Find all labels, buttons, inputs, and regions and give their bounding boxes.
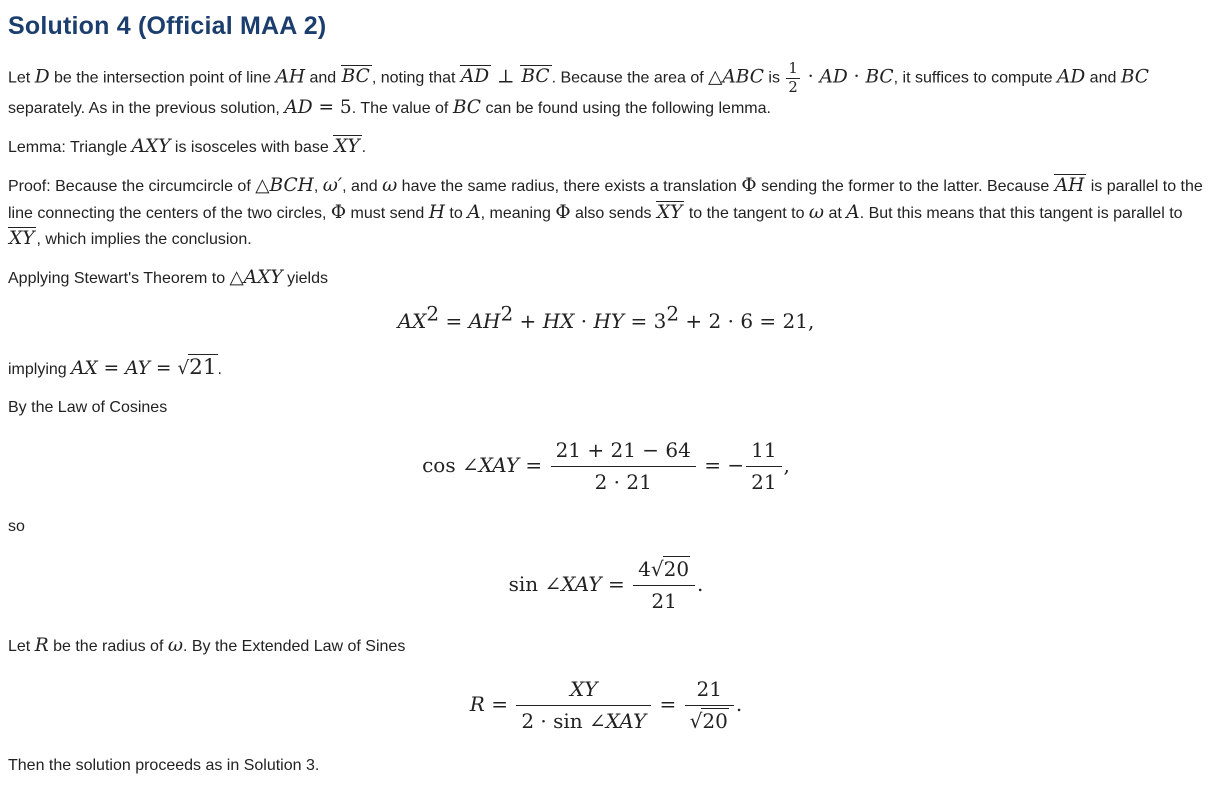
text-run: sending the former to the latter. Because — [756, 178, 1054, 196]
radical-sign-glyph: √ — [650, 557, 664, 582]
radical-expression — [177, 355, 217, 381]
math-run: ω — [167, 635, 183, 657]
math-run: 2 — [788, 78, 798, 96]
overlined-math-run: BC — [521, 66, 550, 88]
text-run: Lemma: Triangle — [8, 139, 132, 157]
math-run: 21 — [651, 589, 677, 614]
math-run: = — [149, 358, 178, 380]
text-run: , and — [342, 178, 383, 196]
math-run: . — [735, 691, 743, 716]
radicand — [701, 708, 728, 732]
math-run: AH — [275, 66, 306, 88]
implying-paragraph — [8, 354, 1204, 383]
math-run: 21 — [189, 355, 217, 381]
fraction-denominator — [746, 467, 781, 496]
overlined-math-run: AH — [1054, 175, 1085, 197]
text-run: and — [305, 69, 341, 87]
math-run: HX — [542, 309, 575, 334]
math-run: 2 — [500, 301, 514, 326]
overlined-math-run: XY — [334, 136, 360, 158]
math-run: Φ — [330, 202, 347, 224]
math-run: AY — [125, 358, 150, 380]
fraction — [633, 556, 695, 615]
fraction — [685, 676, 734, 735]
math-run: Φ — [555, 202, 571, 224]
math-run: BC — [452, 97, 481, 119]
overlined-math-run: XY — [656, 202, 683, 224]
text-run: Let — [8, 638, 35, 656]
math-run: ω — [382, 175, 398, 197]
math-run: ABC — [722, 66, 764, 88]
fraction-denominator — [786, 79, 799, 96]
math-run: · — [574, 309, 594, 334]
math-run: AXY — [131, 136, 171, 158]
math-run: 4 — [638, 557, 651, 582]
math-run: ω′ — [322, 175, 343, 197]
math-run: 2 — [426, 301, 440, 326]
math-run: 11 — [751, 438, 777, 463]
math-run: XAY — [561, 571, 602, 596]
text-run: yields — [282, 270, 328, 288]
math-run: XY — [570, 677, 598, 702]
stewart-paragraph — [8, 265, 1204, 292]
text-run: separately. As in the previous solution, — [8, 100, 285, 118]
math-run: △ — [229, 267, 244, 289]
text-run: is parallel to the line connecting the centers of the two circles, — [8, 178, 1203, 223]
math-run: = — [653, 691, 683, 716]
radical-sign-glyph: √ — [177, 358, 190, 380]
text-run: , — [313, 178, 323, 196]
math-run: + 2 · 6 = 21, — [679, 309, 815, 334]
math-run: A — [467, 202, 481, 224]
radicand — [188, 354, 217, 380]
math-run: A — [846, 202, 860, 224]
so-paragraph — [8, 514, 1204, 540]
math-run: 21 + 21 − 64 — [555, 438, 691, 463]
math-run: Φ — [741, 175, 757, 197]
text-run: implying — [8, 361, 72, 379]
solution-content — [8, 61, 1204, 779]
radical-expression — [651, 557, 690, 581]
math-run: = — [601, 571, 632, 596]
text-run: to — [444, 205, 468, 223]
text-run: to the tangent to — [684, 205, 809, 223]
radical-sign-glyph: √ — [689, 709, 703, 734]
text-run: is isosceles with base — [170, 139, 334, 157]
text-run: Then the solution proceeds as in Solution 3. — [8, 757, 320, 775]
proof-paragraph — [8, 173, 1204, 253]
math-run: △ — [255, 175, 270, 197]
math-run: AX — [397, 309, 427, 334]
math-run: BC — [1120, 66, 1149, 88]
text-run: . — [217, 361, 222, 379]
fraction-denominator — [516, 706, 651, 735]
fraction — [551, 437, 696, 496]
math-run: AD — [819, 66, 848, 88]
math-run: ω — [808, 202, 825, 224]
text-run: be the radius of — [48, 638, 168, 656]
math-run: △ — [708, 66, 723, 88]
math-run: XAY — [605, 709, 647, 734]
overlined-math-run: AD — [460, 66, 490, 88]
math-run: H — [428, 202, 445, 224]
math-run: = — [97, 358, 126, 380]
math-run: sin ∠ — [508, 571, 562, 596]
equation-sine — [8, 556, 1204, 615]
math-run: D — [34, 66, 50, 88]
fraction — [786, 61, 799, 95]
section-heading: Solution 4 (Official MAA 2) — [8, 12, 327, 40]
math-run: 2 · sin ∠ — [521, 709, 606, 734]
text-run: can be found using the following lemma. — [481, 100, 771, 118]
text-run: . The value of — [351, 100, 453, 118]
math-run: HY — [593, 309, 625, 334]
text-run: , it suffices to compute — [893, 69, 1057, 87]
math-run: · — [801, 66, 820, 88]
math-run: = − — [697, 452, 745, 477]
math-run: = 3 — [624, 309, 667, 334]
math-run: = — [484, 691, 515, 716]
math-run: R — [34, 635, 49, 657]
text-run: and — [1085, 69, 1121, 87]
text-run: . But this means that this tangent is parallel to — [859, 205, 1183, 223]
math-run: BCH — [269, 175, 314, 197]
equation-stewart — [8, 301, 1204, 336]
math-run: = — [519, 452, 549, 477]
intro-paragraph — [8, 61, 1204, 122]
math-run: · — [847, 66, 866, 88]
text-run: . By the Extended Law of Sines — [182, 638, 406, 656]
math-run: 2 · 21 — [594, 470, 652, 495]
math-run: = 5 — [312, 97, 352, 119]
math-run: AX — [71, 358, 98, 380]
fraction-numerator — [786, 61, 799, 79]
lemma-paragraph — [8, 134, 1204, 161]
math-run: 1 — [788, 60, 798, 77]
fraction-denominator — [551, 467, 696, 496]
overlined-math-run: XY — [9, 228, 35, 250]
law-of-cosines-paragraph — [8, 395, 1204, 421]
text-run: also sends — [570, 205, 656, 223]
fraction-denominator — [685, 706, 734, 735]
text-run: By the Law of Cosines — [8, 399, 168, 417]
fraction-numerator — [746, 437, 781, 467]
math-run: AH — [468, 309, 501, 334]
fraction-denominator — [633, 586, 695, 615]
text-run: have the same radius, there exists a translation — [397, 178, 742, 196]
fraction-numerator — [551, 437, 696, 467]
fraction — [516, 676, 651, 735]
math-run: 2 — [666, 301, 680, 326]
radicand — [663, 556, 690, 580]
math-run: 21 — [751, 470, 777, 495]
equation-cosine — [8, 437, 1204, 496]
math-run: 21 — [696, 677, 722, 702]
radius-paragraph — [8, 633, 1204, 660]
math-run: . — [697, 571, 704, 596]
math-run: = — [439, 309, 469, 334]
text-run: , which implies the conclusion. — [36, 231, 252, 249]
math-run: AD — [1056, 66, 1086, 88]
overlined-math-run: BC — [341, 66, 370, 88]
math-run: AD — [284, 97, 313, 119]
math-run: cos ∠ — [422, 452, 479, 477]
math-run: 20 — [702, 709, 728, 734]
text-run: must send — [346, 205, 429, 223]
math-run: R — [469, 691, 485, 716]
text-run: , meaning — [480, 205, 556, 223]
text-run: at — [824, 205, 847, 223]
fraction — [746, 437, 781, 496]
text-run: . Because the area of — [551, 69, 709, 87]
equation-radius — [8, 676, 1204, 735]
math-run: AXY — [243, 267, 283, 289]
fraction-numerator — [516, 676, 651, 706]
fraction-numerator — [633, 556, 695, 586]
text-run: is — [763, 69, 785, 87]
text-run: , noting that — [371, 69, 460, 87]
text-run: . — [361, 139, 367, 157]
closing-paragraph — [8, 753, 1204, 779]
math-run: ⊥ — [491, 66, 521, 88]
text-run: Applying Stewart's Theorem to — [8, 270, 230, 288]
fraction-numerator — [685, 676, 734, 706]
math-run: + — [513, 309, 543, 334]
math-run: BC — [865, 66, 894, 88]
radical-expression — [690, 709, 729, 733]
text-run: Proof: Because the circumcircle of — [8, 178, 256, 196]
math-run: , — [783, 452, 790, 477]
math-run: 20 — [663, 557, 690, 582]
text-run: Let — [8, 69, 35, 87]
text-run: so — [8, 518, 25, 536]
math-run: XAY — [478, 452, 520, 477]
text-run: be the intersection point of line — [49, 69, 276, 87]
